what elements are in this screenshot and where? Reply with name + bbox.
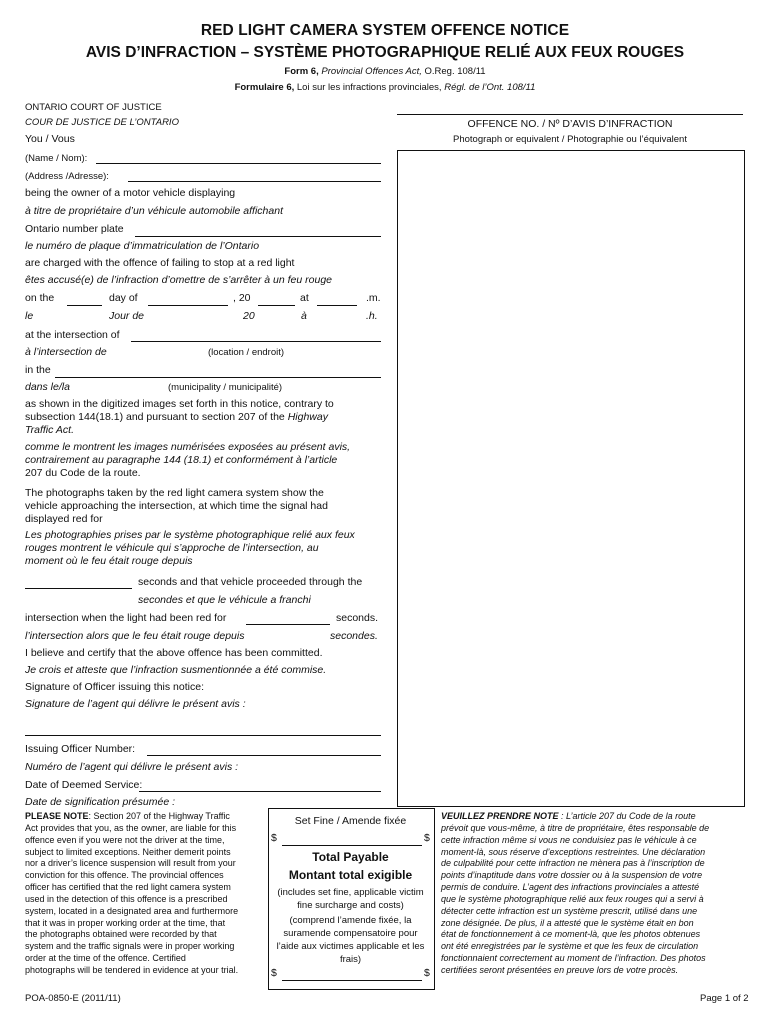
please-note-fr-line: cette infraction même si vous ne conduisiez pas le véhicule à ce <box>441 834 697 845</box>
please-note-en-line: used in the detection of this offence is a prescribed <box>25 893 228 904</box>
dans-label: dans le/la <box>25 381 70 393</box>
title-fr: AVIS D’INFRACTION – SYSTÈME PHOTOGRAPHIQUE RELIÉ AUX FEUX ROUGES <box>85 44 685 61</box>
please-note-fr-line: permis de conduire. L’agent des infractions provinciales a attesté <box>441 882 700 893</box>
service-date-field[interactable] <box>139 791 381 792</box>
light-red-seconds-field[interactable] <box>246 624 330 625</box>
total-dollar-right: $ <box>424 967 430 979</box>
please-note-fr-line: points d’inaptitude dans votre dossier ou à la suspension de votre <box>441 870 703 881</box>
please-note-en-line: system and the traffic signals were in proper working <box>25 941 235 952</box>
please-note-en-line: conviction for this offence. The provincial offences <box>25 870 224 881</box>
title-en: RED LIGHT CAMERA SYSTEM OFFENCE NOTICE <box>200 22 570 39</box>
day-field[interactable] <box>67 305 102 306</box>
at-label: at <box>300 292 309 304</box>
location-hint: (location / endroit) <box>208 347 285 358</box>
form-number: POA-0850-E (2011/11) <box>25 993 121 1004</box>
intersection-label-fr: à l’intersection de <box>25 346 107 358</box>
please-note-en-line: offence even if you were not the driver at the time, <box>25 834 225 845</box>
believe-text-fr: Je crois et atteste que l’infraction susmentionnée a été commise. <box>25 664 327 676</box>
charged-text-fr: êtes accusé(e) de l’infraction d’omettre de s’arrêter à un feu rouge <box>25 274 332 286</box>
please-note-en-line: officer has certified that the red light camera system <box>25 882 231 893</box>
total-includes-fr: (comprend l’amende fixée, la suramende compensatoire pour l’aide aux victimes applicable et les frais) <box>276 915 425 965</box>
please-note-fr-line: certifiées seront présentées en preuve lors de votre procès. <box>441 964 679 975</box>
seconds-label-en: seconds. <box>336 612 379 624</box>
name-label: (Name / Nom): <box>25 153 88 164</box>
you-label: You / Vous <box>25 133 75 145</box>
total-includes-en: (includes set fine, applicable victim fine surcharge and costs) <box>277 887 424 911</box>
montant-label: Montant total exigible <box>288 868 413 882</box>
set-fine-field[interactable] <box>282 845 422 846</box>
total-payable-label: Total Payable <box>312 850 389 864</box>
signature-label-en: Signature of Officer issuing this notice: <box>25 681 204 693</box>
plate-field[interactable] <box>135 236 381 237</box>
page-number: Page 1 of 2 <box>700 993 749 1004</box>
court-name-en: ONTARIO COURT OF JUSTICE <box>25 102 162 113</box>
form-reference-fr: Formulaire 6, Loi sur les infractions provinciales, Régl. de l’Ont. 108/11 <box>234 82 536 93</box>
intersection-label-en: at the intersection of <box>25 329 120 341</box>
municipality-field[interactable] <box>55 377 381 378</box>
officer-number-label-en: Issuing Officer Number: <box>25 743 136 755</box>
twenty-label: 20 <box>243 310 255 322</box>
please-note-fr-line: de culpabilité pour cette infraction ne mènera pas à l’inscription de <box>441 858 705 869</box>
please-note-fr-label: VEUILLEZ PRENDRE NOTE <box>441 811 559 821</box>
plate-label-fr: le numéro de plaque d’immatriculation de l’Ontario <box>25 240 260 252</box>
owner-text-en: being the owner of a motor vehicle displaying <box>25 187 236 199</box>
please-note-fr-line: fonctionnaient correctement au moment de l’infraction. Des photos <box>441 953 706 964</box>
a-label: à <box>301 310 307 322</box>
jour-de-label: Jour de <box>109 310 145 322</box>
intersection-field[interactable] <box>131 341 381 342</box>
municipality-hint: (municipality / municipalité) <box>168 382 283 393</box>
on-the-label: on the <box>25 292 55 304</box>
please-note-fr-line: zone désignée. De plus, il a attesté que le système était en bon <box>441 917 694 928</box>
owner-text-fr: à titre de propriétaire d’un véhicule automobile affichant <box>25 205 283 217</box>
total-payable-field[interactable] <box>282 980 422 981</box>
time-field[interactable] <box>317 305 357 306</box>
believe-text-en: I believe and certify that the above offence has been committed. <box>25 647 323 659</box>
meridiem-label: .m. <box>366 292 381 304</box>
set-fine-label: Set Fine / Amende fixée <box>294 815 407 827</box>
le-label: le <box>25 310 34 322</box>
please-note-en-line: nor a driver’s licence suspension will result from your <box>25 858 236 869</box>
please-note-en-line: system, located in a designated area and furthermore <box>25 905 239 916</box>
plate-label-en: Ontario number plate <box>25 223 124 235</box>
please-note-fr-line: moment-là, sous réserve d’exceptions restreintes. Une déclaration <box>441 846 706 857</box>
photograph-box <box>397 150 745 807</box>
please-note-fr-line: que le système photographique relié aux feux rouges qui a servi à <box>441 893 704 904</box>
please-note-en <box>25 811 263 977</box>
digitized-text-fr: comme le montrent les images numérisées exposées au présent avis, contrairement au paragraphe 144 (18.1) et conformément à l’article 207 du Code de la route. <box>25 441 351 479</box>
please-note-fr-line: état de fonctionnement à ce moment-là, que les photos obtenues <box>441 929 701 940</box>
h-label: .h. <box>366 310 378 322</box>
signature-label-fr: Signature de l’agent qui délivre le présent avis : <box>25 698 246 710</box>
please-note-fr-line: détecter cette infraction est un système prescrit, utilisé dans une <box>441 905 698 916</box>
charged-text-en: are charged with the offence of failing to stop at a red light <box>25 257 295 269</box>
please-note-en-line: PLEASE NOTE: Section 207 of the Highway Traffic <box>25 811 230 821</box>
red-for-en: intersection when the light had been red for <box>25 612 227 624</box>
form-reference-en: Form 6, Provincial Offences Act, O.Reg. 108/11 <box>284 66 486 77</box>
seconds-proceeded-fr: secondes et que le véhicule a franchi <box>138 594 311 606</box>
photographs-text-fr: Les photographies prises par le système photographique relié aux feux rouges montrent le véhicule qui s’approche de l’intersection, au moment où le feu était rouge depuis <box>25 529 355 567</box>
seconds-label-fr: secondes. <box>330 630 378 642</box>
total-dollar: $ <box>271 967 277 979</box>
please-note-en-line: subject to limited exceptions. Neither demerit points <box>25 846 231 857</box>
digitized-text-en: as shown in the digitized images set forth in this notice, contrary to subsection 144(18.1) and pursuant to section 207 of the Highway Traffic Act. <box>25 398 334 436</box>
please-note-en-line: the photographs obtained were recorded by that <box>25 929 217 940</box>
address-label: (Address /Adresse): <box>25 171 109 182</box>
day-of-label: day of <box>109 292 138 304</box>
offence-number-line[interactable] <box>397 114 743 115</box>
officer-number-label-fr: Numéro de l’agent qui délivre le présent avis : <box>25 761 239 773</box>
set-fine-dollar-right: $ <box>424 832 430 844</box>
please-note-fr <box>441 811 743 977</box>
officer-number-field[interactable] <box>147 755 381 756</box>
offence-number-label: OFFENCE NO. / Nº D’AVIS D’INFRACTION <box>467 118 673 130</box>
signature-field[interactable] <box>25 735 381 736</box>
please-note-fr-line: ont été enregistrées par le système et que les feux de circulation <box>441 941 699 952</box>
service-date-label-en: Date of Deemed Service: <box>25 779 143 791</box>
photo-label: Photograph or equivalent / Photographie ou l’équivalent <box>453 134 687 145</box>
address-field[interactable] <box>128 181 381 182</box>
year-field[interactable] <box>258 305 295 306</box>
in-the-label: in the <box>25 364 51 376</box>
court-name-fr: COUR DE JUSTICE DE L’ONTARIO <box>25 117 179 128</box>
service-date-label-fr: Date de signification présumée : <box>25 796 175 808</box>
please-note-fr-line: VEUILLEZ PRENDRE NOTE : L’article 207 du Code de la route <box>441 811 696 821</box>
set-fine-dollar: $ <box>271 832 277 844</box>
month-field[interactable] <box>148 305 228 306</box>
year-prefix-label: , 20 <box>233 292 251 304</box>
please-note-en-line: order at the time of the offence. Certified <box>25 953 186 964</box>
please-note-en-line: photographs will be tendered in evidence at your trial. <box>25 964 239 975</box>
please-note-en-line: Act provides that you, as the owner, are liable for this <box>25 822 237 833</box>
red-for-fr: l’intersection alors que le feu était rouge depuis <box>25 630 245 642</box>
signal-red-seconds-field[interactable] <box>25 588 132 589</box>
please-note-en-label: PLEASE NOTE <box>25 811 89 821</box>
seconds-proceeded-en: seconds and that vehicle proceeded through the <box>138 576 363 588</box>
photographs-text-en: The photographs taken by the red light camera system show the vehicle approaching the intersection, at which time the signal had displayed red for <box>25 487 328 525</box>
name-field[interactable] <box>96 163 381 164</box>
please-note-en-line: that it was in proper working order at the time, that <box>25 917 226 928</box>
please-note-fr-line: prévoit que vous-même, à titre de propriétaire, êtes responsable de <box>441 822 710 833</box>
